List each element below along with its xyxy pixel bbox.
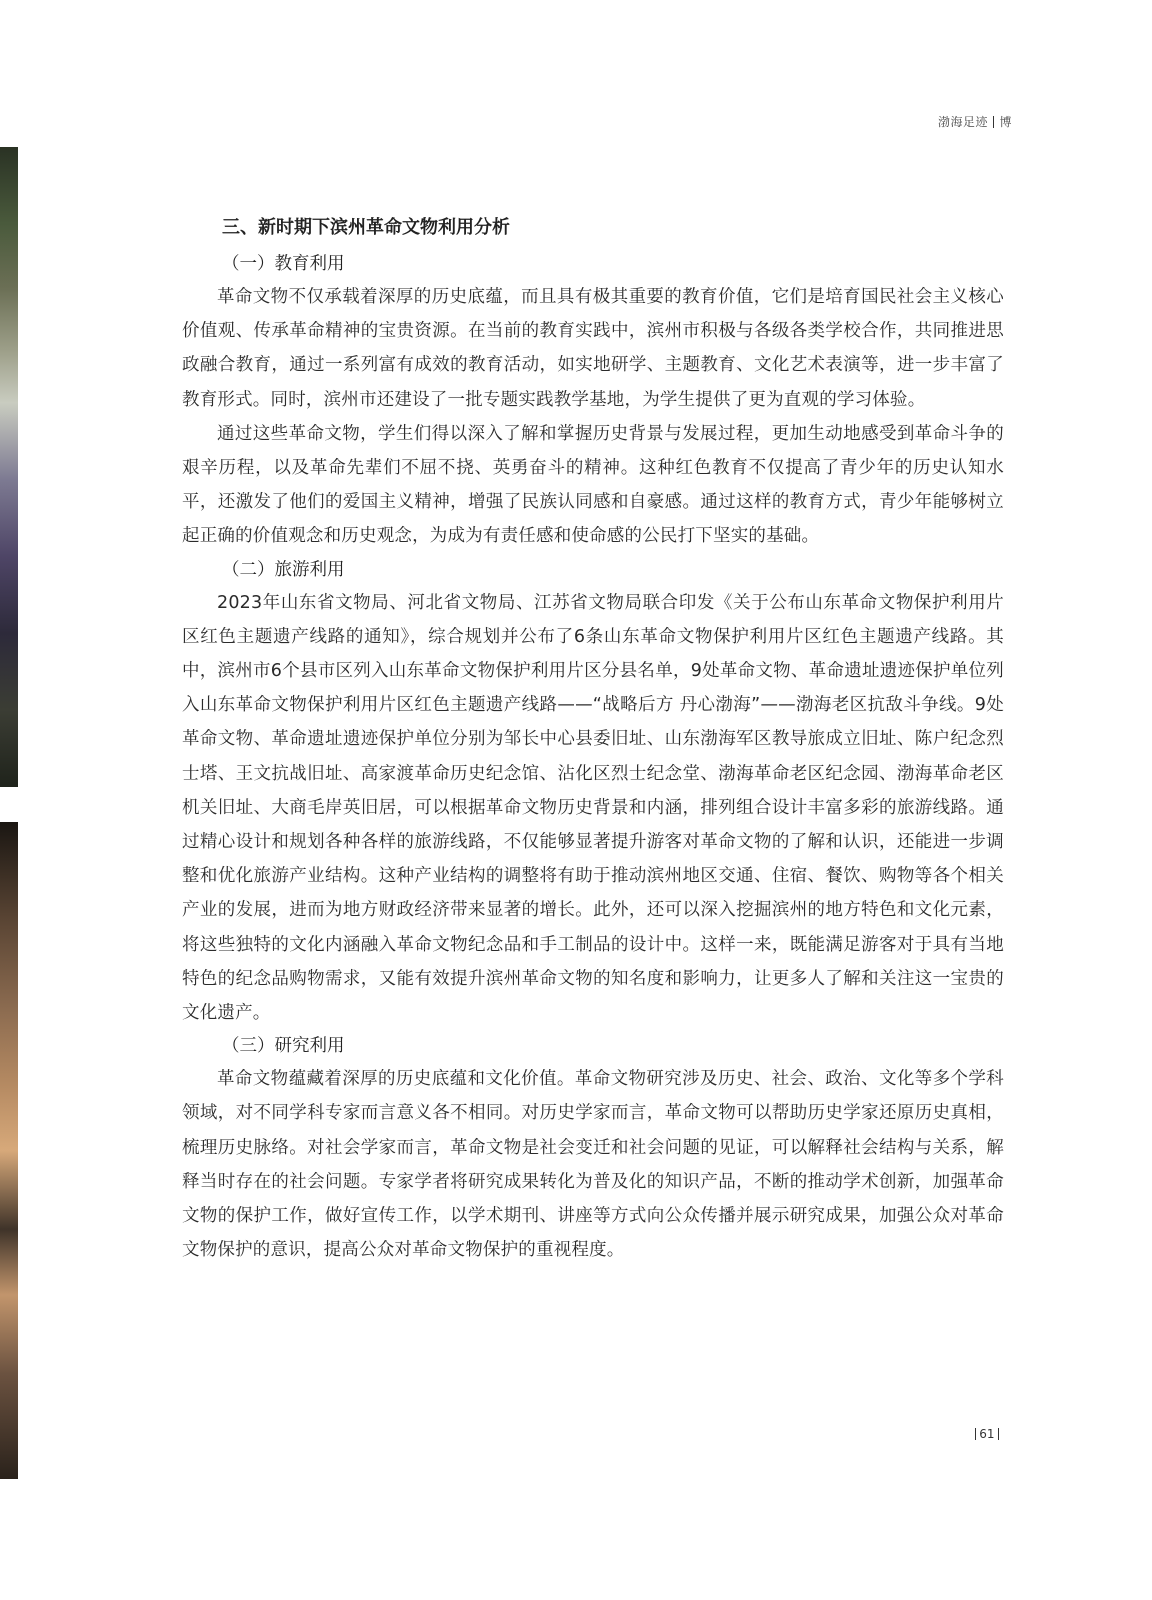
section-heading: 三、新时期下滨州革命文物利用分析 (222, 217, 510, 238)
folio-bar-left (975, 1428, 977, 1440)
paragraph: 2023年山东省文物局、河北省文物局、江苏省文物局联合印发《关于公布山东革命文物保护利用片区红色主题遗产线路的通知》，综合规划并公布了6条山东革命文物保护利用片区红色主题遗产线路。其中，滨州市6个县市区列入山东革命文物保护利用片区分县名单，9处革命文物、革命遗址遗迹保护单位列入山东革命文物保护利用片区红色主题遗产线路——“战略后方 丹心渤海”——渤海老区抗敌斗争线。9处革命文物、革命遗址遗迹保护单位分别为邹长中心县委旧址、山东渤海军区教导旅成立旧址、陈户纪念烈士塔、王文抗战旧址、高家渡革命历史纪念馆、沾化区烈士纪念堂、渤海革命老区纪念园、渤海革命老区机关旧址、大商毛岸英旧居，可以根据革命文物历史背景和内涵，排列组合设计丰富多彩的旅游线路。通过精心设计和规划各种各样的旅游线路，不仅能够显著提升游客对革命文物的了解和认识，还能进一步调整和优化旅游产业结构。这种产业结构的调整将有助于推动滨州地区交通、住宿、餐饮、购物等各个相关产业的发展，进而为地方财政经济带来显著的增长。此外，还可以深入挖掘滨州的地方特色和文化元素，将这些独特的文化内涵融入革命文物纪念品和手工制品的设计中。这样一来，既能满足游客对于具有当地特色的纪念品购物需求，又能有效提升滨州革命文物的知名度和影响力，让更多人了解和关注这一宝贵的文化遗产。 (182, 592, 1004, 1024)
paragraph: 革命文物不仅承载着深厚的历史底蕴，而且具有极其重要的教育价值，它们是培育国民社会主义核心价值观、传承革命精神的宝贵资源。在当前的教育实践中，滨州市积极与各级各类学校合作，共同推进思政融合教育，通过一系列富有成效的教育活动，如实地研学、主题教育、文化艺术表演等，进一步丰富了教育形式。同时，滨州市还建设了一批专题实践教学基地，为学生提供了更为直观的学习体验。 (182, 287, 1004, 410)
subsection-heading-education: （一）教育利用 (222, 254, 345, 274)
paragraph: 通过这些革命文物，学生们得以深入了解和掌握历史背景与发展过程，更加生动地感受到革命斗争的艰辛历程，以及革命先辈们不屈不挠、英勇奋斗的精神。这种红色教育不仅提高了青少年的历史认知水平，还激发了他们的爱国主义精神，增强了民族认同感和自豪感。通过这样的教育方式，青少年能够树立起正确的价值观念和历史观念，为成为有责任感和使命感的公民打下坚实的基础。 (182, 423, 1004, 547)
edge-photo-top (0, 147, 18, 787)
subsection-heading-research: （三）研究利用 (222, 1036, 345, 1057)
edge-photo-bottom (0, 822, 18, 1479)
article-body (182, 212, 1004, 1267)
page-number-text: 61 (979, 1427, 995, 1441)
subsection-heading-tourism: （二）旅游利用 (222, 559, 345, 580)
folio-bar-right (998, 1428, 1000, 1440)
magazine-name: 渤海足迹 (937, 115, 988, 129)
column-name: 博 (999, 115, 1012, 129)
running-head (938, 113, 1012, 130)
paragraph: 革命文物蕴藏着深厚的历史底蕴和文化价值。革命文物研究涉及历史、社会、政治、文化等多个学科领域，对不同学科专家而言意义各不相同。对历史学家而言，革命文物可以帮助历史学家还原历史真相，梳理历史脉络。对社会学家而言，革命文物是社会变迁和社会问题的见证，可以解释社会结构与关系，解释当时存在的社会问题。专家学者将研究成果转化为普及化的知识产品，不断的推动学术创新，加强革命文物的保护工作，做好宣传工作，以学术期刊、讲座等方式向公众传播并展示研究成果，加强公众对革命文物保护的意识，提高公众对革命文物保护的重视程度。 (182, 1069, 1004, 1261)
separator-bar (993, 116, 995, 128)
page-number (972, 1427, 1002, 1441)
